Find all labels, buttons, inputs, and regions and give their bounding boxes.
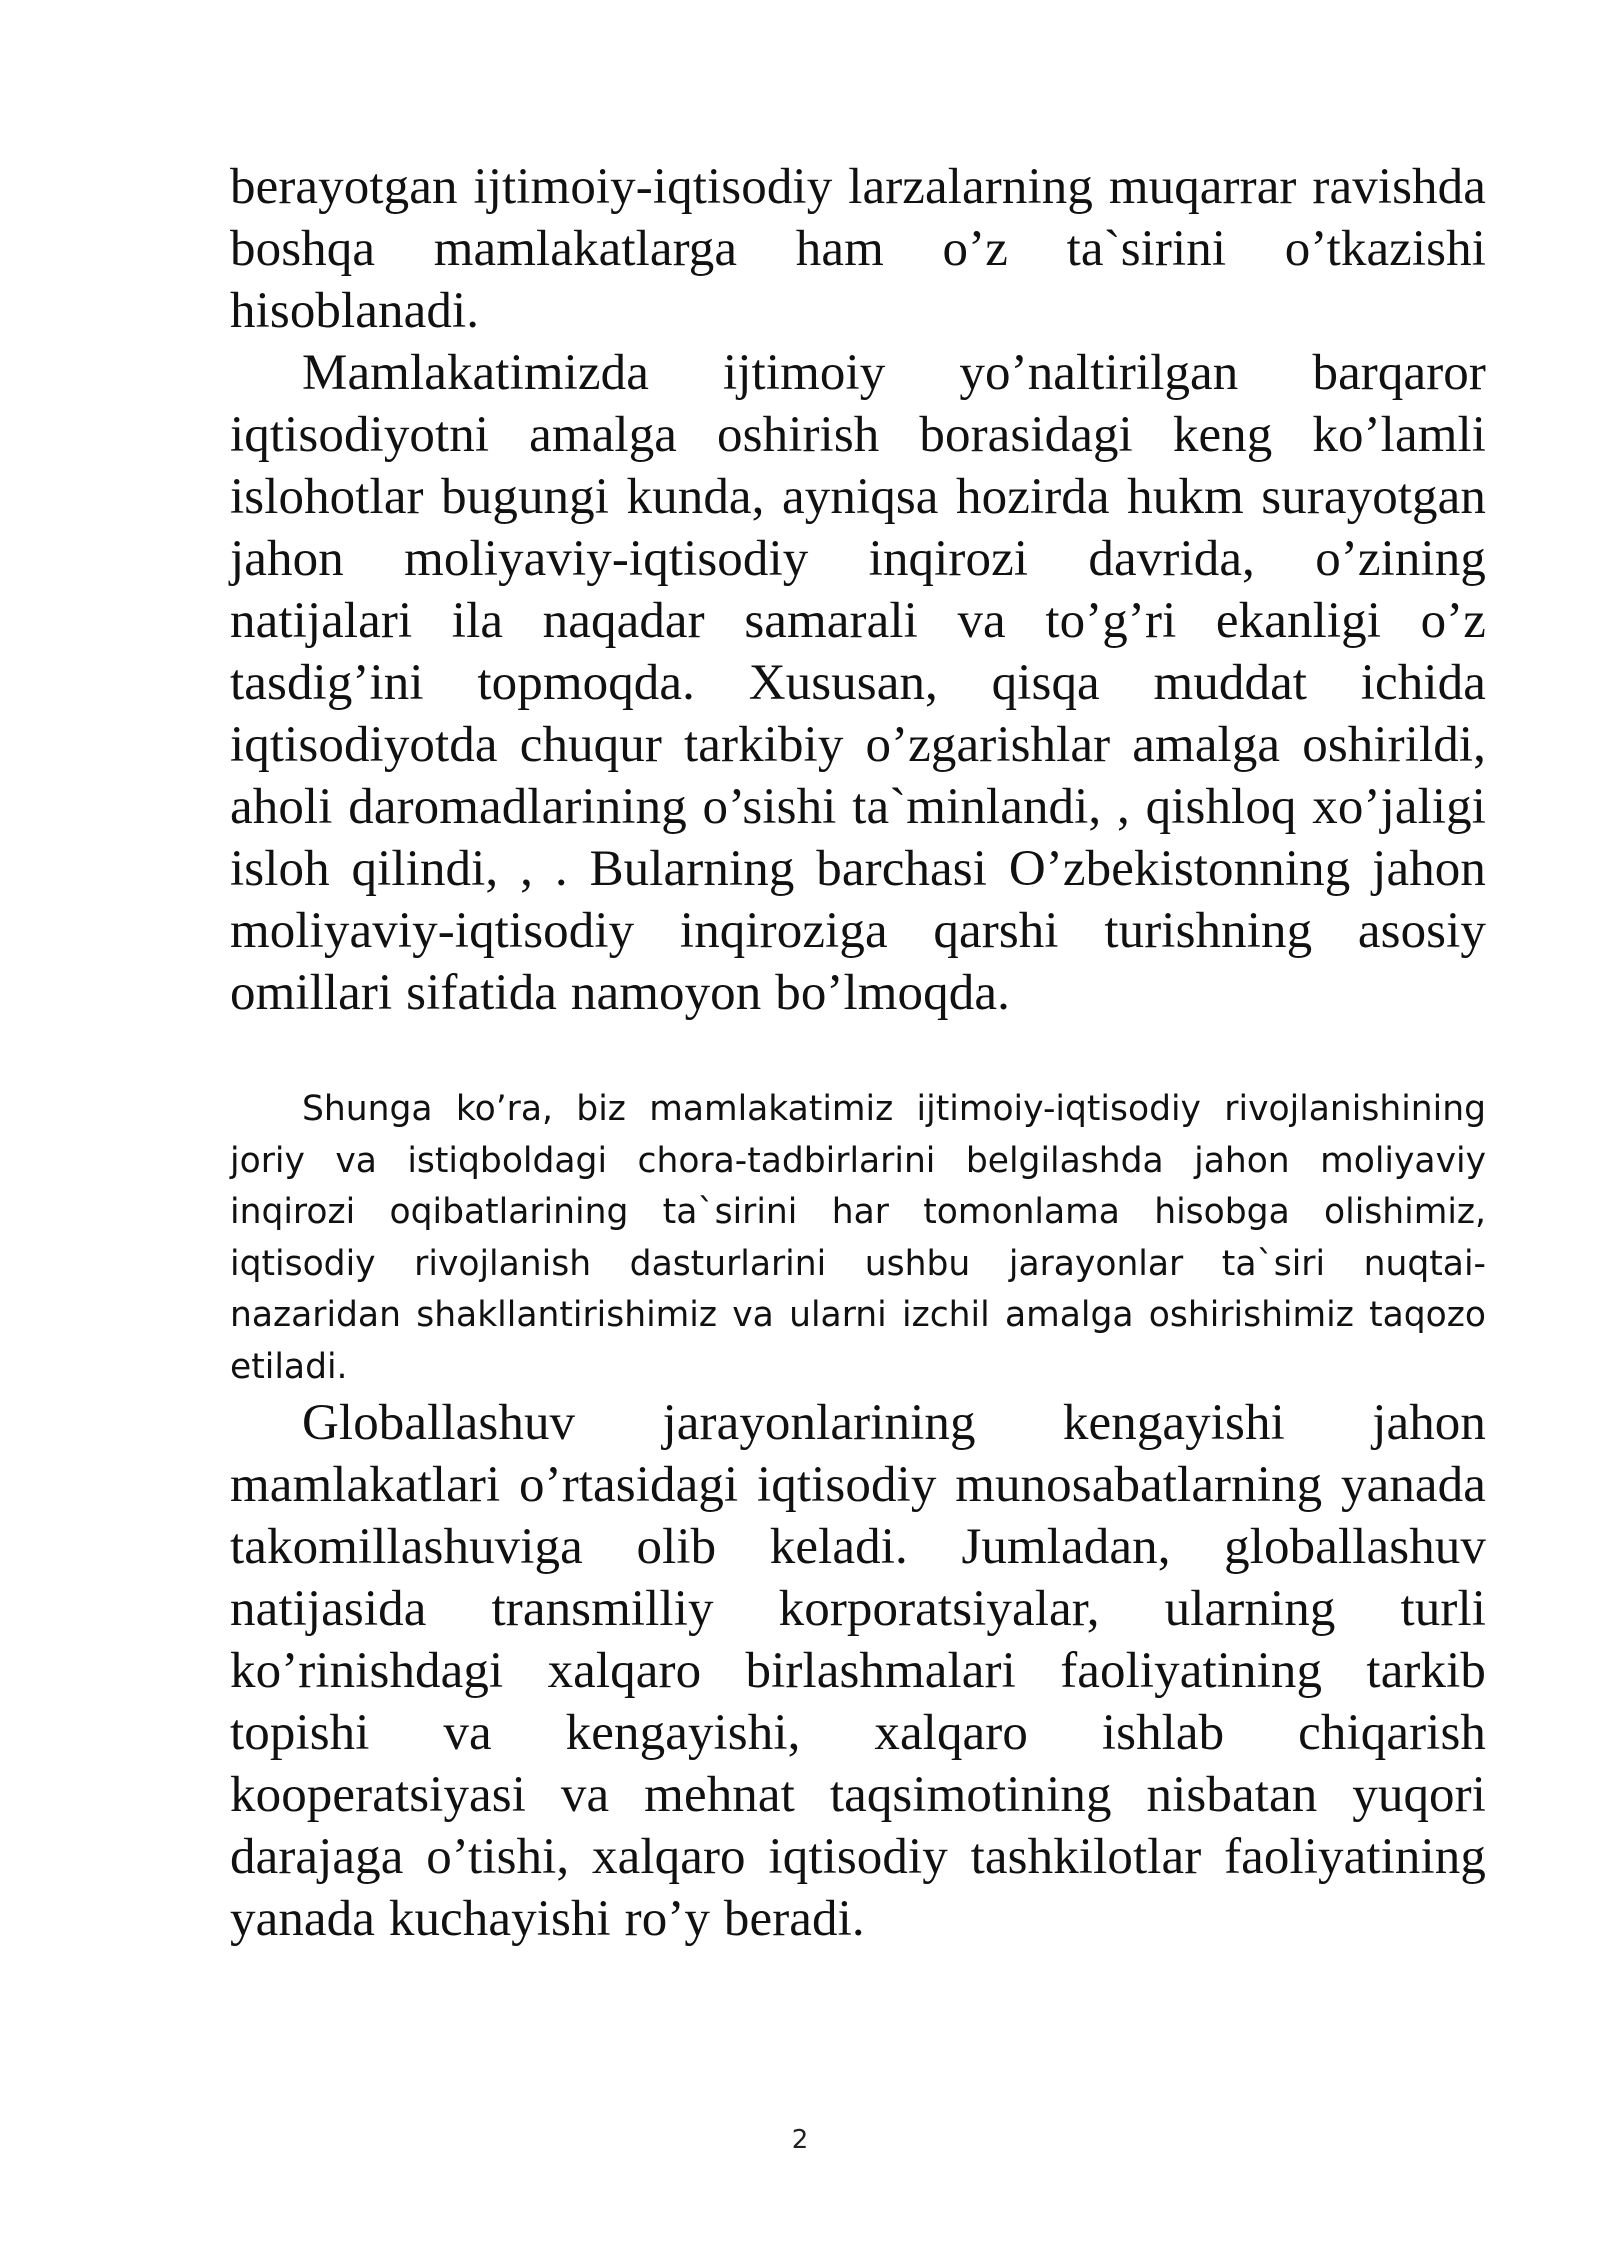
paragraph-reforms: Mamlakatimizda ijtimoiy yo’naltirilgan barqaror iqtisodiyotni amalga oshirish borasidagi keng ko’lamli islohotlar bugungi kunda, ayniqsa hozirda hukm surayotgan jahon moliyaviy-iqtisodiy inqirozi davrida, o’zining natijalari ila naqadar samarali va to’g’ri ekanligi o’z tasdig’ini topmoqda. Xususan, qisqa muddat ichida iqtisodiyotda chuqur tarkibiy o’zgarishlar amalga oshirildi, aholi daromadlarining o’sishi ta`minlandi, , qishloq xo’jaligi isloh qilindi, , . Bularning barchasi O’zbekistonning jahon moliyaviy-iqtisodiy inqiroziga qarshi turishning asosiy omillari sifatida namoyon bo’lmoqda. (230, 345, 1486, 1021)
paragraph-continuation: berayotgan ijtimoiy-iqtisodiy larzalarning muqarrar ravishda boshqa mamlakatlarga ham o’z ta`sirini o’tkazishi hisoblanadi. (230, 159, 1486, 339)
paragraph-globalization: Globallashuv jarayonlarining kengayishi jahon mamlakatlari o’rtasidagi iqtisodiy munosabatlarning yanada takomillashuviga olib keladi. Jumladan, globallashuv natijasida transmilliy korporatsiyalar, ularning turli ko’rinishdagi xalqaro birlashmalari faoliyatining tarkib topishi va kengayishi, xalqaro ishlab chiqarish kooperatsiyasi va mehnat taqsimotining nisbatan yuqori darajaga o’tishi, xalqaro iqtisodiy tashkilotlar faoliyatining yanada kuchayishi ro’y beradi. (230, 1395, 1486, 1947)
page-number: 2 (791, 2125, 809, 2155)
paragraph-financial-crisis: Shunga ko’ra, biz mamlakatimiz ijtimoiy-iqtisodiy rivojlanishining joriy va istiqboldagi chora-tadbirlarini belgilashda jahon moliyaviy inqirozi oqibatlarining ta`sirini har tomonlama hisobga olishimiz, iqtisodiy rivojlanish dasturlarini ushbu jarayonlar ta`siri nuqtai-nazaridan shakllantirishimiz va ularni izchil amalga oshirishimiz taqozo etiladi. (230, 1089, 1486, 1387)
